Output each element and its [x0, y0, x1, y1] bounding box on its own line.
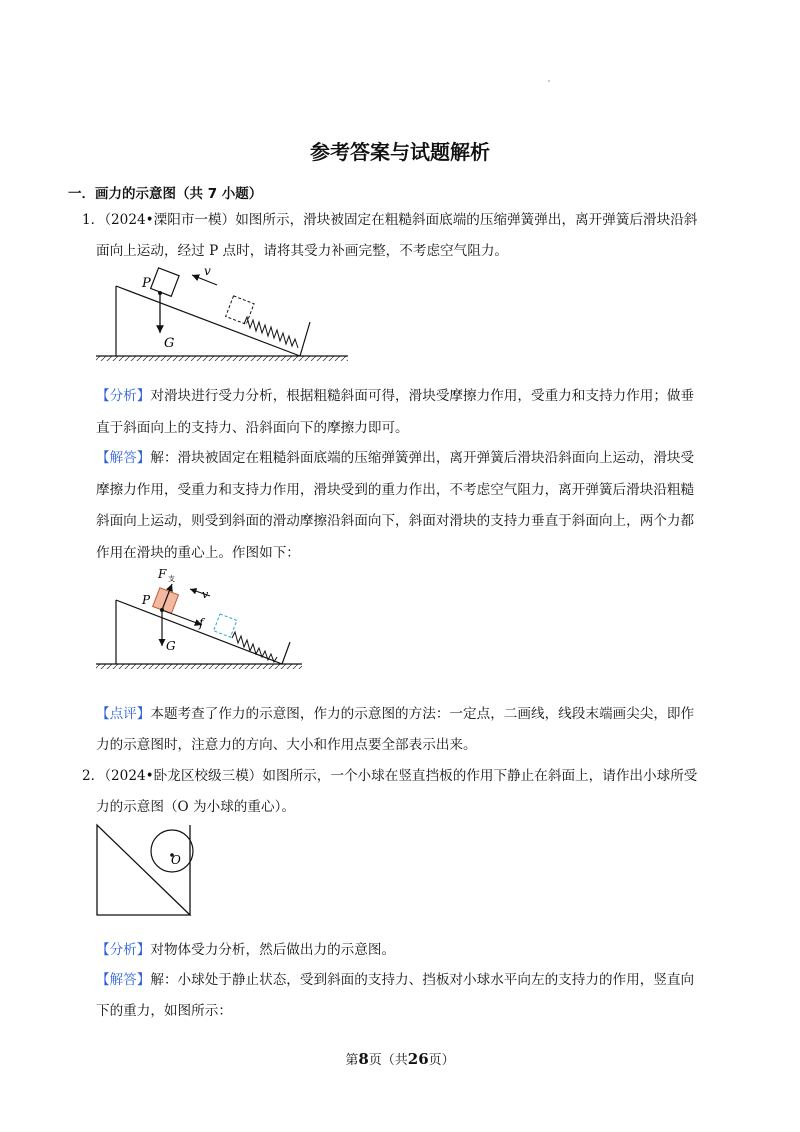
- q2-answer-line1: 【解答】解：小球处于静止状态，受到斜面的支持力、挡板对小球水平向左的支持力的作用，竖直向: [96, 972, 695, 988]
- page-title: 参考答案与试题解析: [310, 140, 490, 164]
- q1-figure: [92, 262, 357, 368]
- q1-analysis-line2: 直于斜面向上的支持力、沿斜面向下的摩擦力即可。: [96, 420, 409, 436]
- q1-answer-line4: 作用在滑块的重心上。作图如下：: [96, 545, 300, 561]
- speck-mark: [548, 80, 550, 82]
- q1-fig-label-p: P: [142, 276, 151, 291]
- q1-fig-label-v: v: [204, 264, 211, 278]
- page-footer: 第8页（共26页）: [345, 1050, 455, 1068]
- comment-tag: 【点评】: [96, 706, 151, 722]
- q1-fig2-label-g: G: [166, 639, 176, 653]
- q1-fig2-label-f: f: [199, 616, 204, 630]
- q2-analysis: 【分析】对物体受力分析，然后做出力的示意图。: [96, 942, 396, 958]
- q1-fig2-label-v: v: [202, 588, 209, 601]
- page-number: 8: [358, 1050, 369, 1068]
- analysis-tag: 【分析】: [96, 388, 151, 404]
- q1-answer-line1: 【解答】解：滑块被固定在粗糙斜面底端的压缩弹簧弹出，离开弹簧后滑块沿斜面向上运动，滑块受: [96, 450, 695, 466]
- q2-fig-label-o: O: [171, 853, 181, 867]
- q1-stem-line2: 面向上运动，经过 P 点时，请将其受力补画完整，不考虑空气阻力。: [96, 243, 509, 259]
- q1-answer-line2: 摩擦力作用，受重力和支持力作用，滑块受到的重力作出，不考虑空气阻力，离开弹簧后滑块沿粗糙: [96, 482, 695, 498]
- q1-comment-line1: 【点评】本题考查了作力的示意图，作力的示意图的方法：一定点，二画线，线段末端画尖尖，即作: [96, 706, 695, 722]
- q1-fig-label-g: G: [164, 336, 175, 351]
- q2-stem-line1: 2．（2024•卧龙区校级三模）如图所示，一个小球在竖直挡板的作用下静止在斜面上，请作出小球所受: [82, 768, 698, 784]
- q1-analysis-line1: 【分析】对滑块进行受力分析，根据粗糙斜面可得，滑块受摩擦力作用，受重力和支持力作用；做垂: [96, 388, 695, 404]
- q2-stem-line2: 力的示意图（O 为小球的重心）。: [96, 799, 295, 815]
- q1-fig2-label-f-main: F: [158, 567, 167, 581]
- q2-figure: [92, 820, 202, 920]
- q1-stem-line1: 1．（2024•溧阳市一模）如图所示，滑块被固定在粗糙斜面底端的压缩弹簧弹出，离开弹簧后滑块沿斜: [82, 212, 698, 228]
- section-heading: 一．画力的示意图（共 7 小题）: [68, 186, 263, 202]
- q2-answer-line2: 下的重力，如图所示：: [96, 1003, 232, 1019]
- q1-fig2-label-p: P: [142, 593, 151, 607]
- total-pages: 26: [407, 1050, 429, 1068]
- analysis-tag: 【分析】: [96, 942, 151, 958]
- q1-comment-line2: 力的示意图时，注意力的方向、大小和作用点要全部表示出来。: [96, 737, 477, 753]
- answer-tag: 【解答】: [96, 450, 151, 466]
- q1-answer-figure: [92, 564, 307, 676]
- q1-fig2-label-f-sub: 支: [168, 575, 175, 583]
- q1-answer-line3: 斜面向上运动，则受到斜面的滑动摩擦沿斜面向下，斜面对滑块的支持力垂直于斜面向上，两个力都: [96, 513, 695, 529]
- answer-tag: 【解答】: [96, 972, 151, 988]
